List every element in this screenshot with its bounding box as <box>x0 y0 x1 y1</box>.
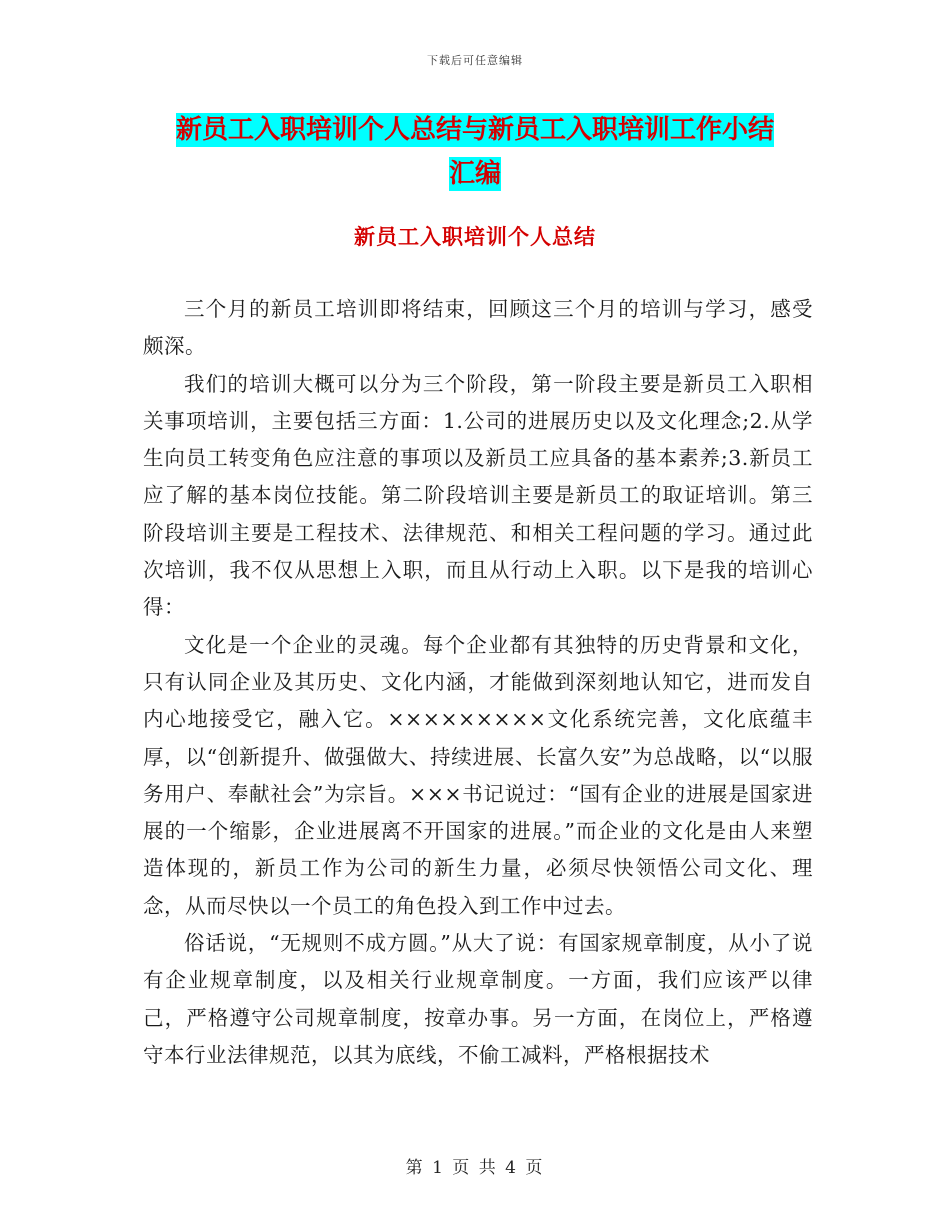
document-title <box>140 108 810 196</box>
paragraph: 我们的培训大概可以分为三个阶段，第一阶段主要是新员工入职相关事项培训，主要包括三方面：1.公司的进展历史以及文化理念;2.从学生向员工转变角色应注意的事项以及新员工应具备的基本素养;3.新员工应了解的基本岗位技能。第二阶段培训主要是新员工的取证培训。第三阶段培训主要是工程技术、法律规范、和相关工程问题的学习。通过此次培训，我不仅从思想上入职，而且从行动上入职。以下是我的培训心得： <box>143 371 813 620</box>
document-title-line1: 新员工入职培训个人总结与新员工入职培训工作小结 <box>175 115 774 145</box>
section-title: 新员工入职培训个人总结 <box>354 225 596 249</box>
header-note: 下载后可任意编辑 <box>427 54 523 67</box>
document-body <box>143 291 813 1074</box>
paragraph: 三个月的新员工培训即将结束，回顾这三个月的培训与学习，感受颇深。 <box>143 297 813 359</box>
paragraph: 俗话说，“无规则不成方圆。”从大了说：有国家规章制度，从小了说有企业规章制度，以及相关行业规章制度。一方面，我们应该严以律己，严格遵守公司规章制度，按章办事。另一方面，在岗位上，严格遵守本行业法律规范，以其为底线，不偷工减料，严格根据技术 <box>143 931 813 1067</box>
page-number-footer: 第 1 页 共 4 页 <box>405 1158 545 1178</box>
document-title-line2: 汇编 <box>448 159 501 189</box>
paragraph: 文化是一个企业的灵魂。每个企业都有其独特的历史背景和文化，只有认同企业及其历史、文化内涵，才能做到深刻地认知它，进而发自内心地接受它，融入它。×××××××××文化系统完善，文化底蕴丰厚，以“创新提升、做强做大、持续进展、长富久安”为总战略，以“以服务用户、奉献社会”为宗旨。×××书记说过：“国有企业的进展是国家进展的一个缩影，企业进展离不开国家的进展。”而企业的文化是由人来塑造体现的，新员工作为公司的新生力量，必须尽快领悟公司文化、理念，从而尽快以一个员工的角色投入到工作中过去。 <box>143 632 813 918</box>
